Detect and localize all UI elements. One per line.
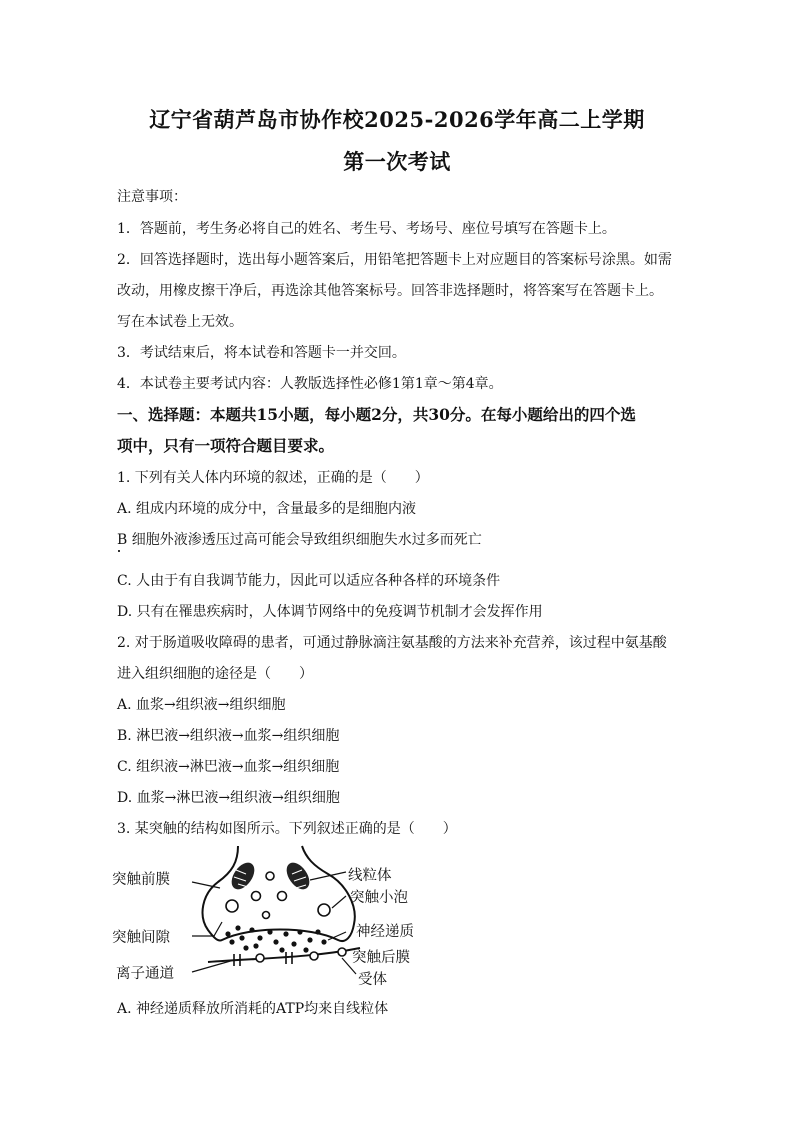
question-2-stem-cont: 进入组织细胞的途径是（ ） [117, 666, 313, 682]
notes-item: 2．回答选择题时，选出每小题答案后，用铅笔把答题卡上对应题目的答案标号涂黑。如需 [117, 252, 672, 268]
label-channel: 离子通道 [116, 966, 174, 982]
question-1-option-a: A. 组成内环境的成分中，含量最多的是细胞内液 [117, 501, 417, 517]
page-title: 辽宁省葫芦岛市协作校2025-2026学年高二上学期 [149, 107, 645, 132]
question-1-option-c: C. 人由于有自我调节能力，因此可以适应各种各样的环境条件 [117, 573, 501, 589]
question-3-stem: 3. 某突触的结构如图所示。下列叙述正确的是（ ） [117, 821, 457, 837]
question-2-option-b: B. 淋巴液→组织液→血浆→组织细胞 [117, 728, 340, 744]
label-mitochondria: 线粒体 [348, 868, 392, 884]
label-receptor: 受体 [358, 972, 387, 988]
notes-item: 1．答题前，考生务必将自己的姓名、考生号、考场号、座位号填写在答题卡上。 [117, 221, 616, 237]
notes-item: 改动，用橡皮擦干净后，再选涂其他答案标号。回答非选择题时，将答案写在答题卡上。 [117, 283, 663, 299]
question-3-option-a: A. 神经递质释放所消耗的ATP均来自线粒体 [117, 1001, 389, 1017]
question-1-option-d: D. 只有在罹患疾病时，人体调节网络中的免疫调节机制才会发挥作用 [117, 604, 543, 620]
mitochondrion-icon [282, 859, 314, 894]
label-postsynaptic: 突触后膜 [352, 950, 410, 966]
section-heading-cont: 项中，只有一项符合题目要求。 [117, 436, 335, 455]
mitochondrion-icon [227, 859, 259, 894]
question-1-stem: 1. 下列有关人体内环境的叙述，正确的是（ ） [117, 470, 429, 486]
label-cleft: 突触间隙 [112, 930, 170, 946]
question-1-option-b: B 细胞外液渗透压过高可能会导致组织细胞失水过多而死亡 [117, 532, 482, 548]
stray-mark [118, 550, 120, 552]
page-subtitle: 第一次考试 [343, 149, 451, 174]
question-2-option-c: C. 组织液→淋巴液→血浆→组织细胞 [117, 759, 340, 775]
label-presynaptic: 突触前膜 [112, 872, 170, 888]
notes-item: 4．本试卷主要考试内容：人教版选择性必修1第1章～第4章。 [117, 376, 503, 392]
question-2-option-d: D. 血浆→淋巴液→组织液→组织细胞 [117, 790, 340, 806]
question-2-stem: 2. 对于肠道吸收障碍的患者，可通过静脉滴注氨基酸的方法来补充营养，该过程中氨基酸 [117, 635, 667, 651]
label-vesicle: 突触小泡 [350, 890, 408, 906]
question-2-option-a: A. 血浆→组织液→组织细胞 [117, 697, 286, 713]
notes-heading: 注意事项： [117, 189, 187, 205]
notes-item: 写在本试卷上无效。 [117, 314, 243, 330]
synapse-diagram [110, 840, 440, 990]
label-transmitter: 神经递质 [356, 924, 414, 940]
notes-item: 3．考试结束后，将本试卷和答题卡一并交回。 [117, 345, 406, 361]
section-heading: 一、选择题：本题共15小题，每小题2分，共30分。在每小题给出的四个选 [117, 405, 636, 424]
